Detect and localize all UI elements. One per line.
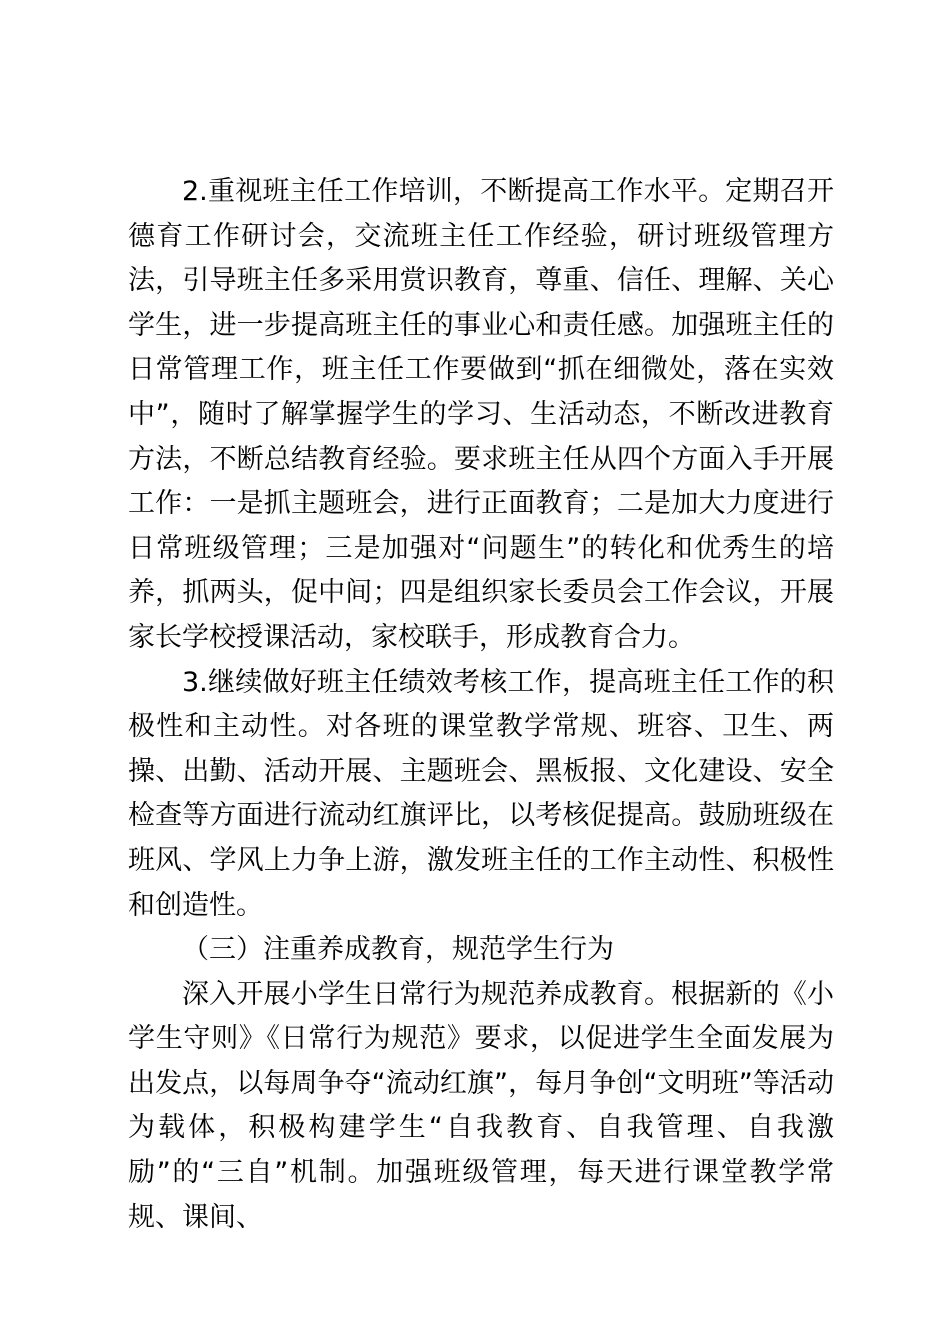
paragraph-class-teacher-training: 2.重视班主任工作培训，不断提高工作水平。定期召开德育工作研讨会，交流班主任工作经验，研讨班级管理方法，引导班主任多采用赏识教育，尊重、信任、理解、关心学生，进一步提高班主任的事业心和责任感。加强班主任的日常管理工作，班主任工作要做到“抓在细微处，落在实效中”，随时了解掌握学生的学习、生活动态，不断改进教育方法，不断总结教育经验。要求班主任从四个方面入手开展工作：一是抓主题班会，进行正面教育；二是加大力度进行日常班级管理；三是加强对“问题生”的转化和优秀生的培养，抓两头，促中间；四是组织家长委员会工作会议，开展家长学校授课活动，家校联手，形成教育合力。 [128, 176, 834, 653]
paragraph-performance-assessment: 3.继续做好班主任绩效考核工作，提高班主任工作的积极性和主动性。对各班的课堂教学常规、班容、卫生、两操、出勤、活动开展、主题班会、黑板报、文化建设、安全检查等方面进行流动红旗评比，以考核促提高。鼓励班级在班风、学风上力争上游，激发班主任的工作主动性、积极性和创造性。 [128, 666, 834, 921]
document-body [128, 170, 834, 1240]
paragraph-habit-education: 深入开展小学生日常行为规范养成教育。根据新的《小学生守则》《日常行为规范》要求，以促进学生全面发展为出发点，以每周争夺“流动红旗”，每月争创“文明班”等活动为载体，积极构建学生“自我教育、自我管理、自我激励”的“三自”机制。加强班级管理，每天进行课堂教学常规、课间、 [128, 978, 834, 1233]
section-heading-habit-education: （三）注重养成教育，规范学生行为 [182, 934, 614, 966]
